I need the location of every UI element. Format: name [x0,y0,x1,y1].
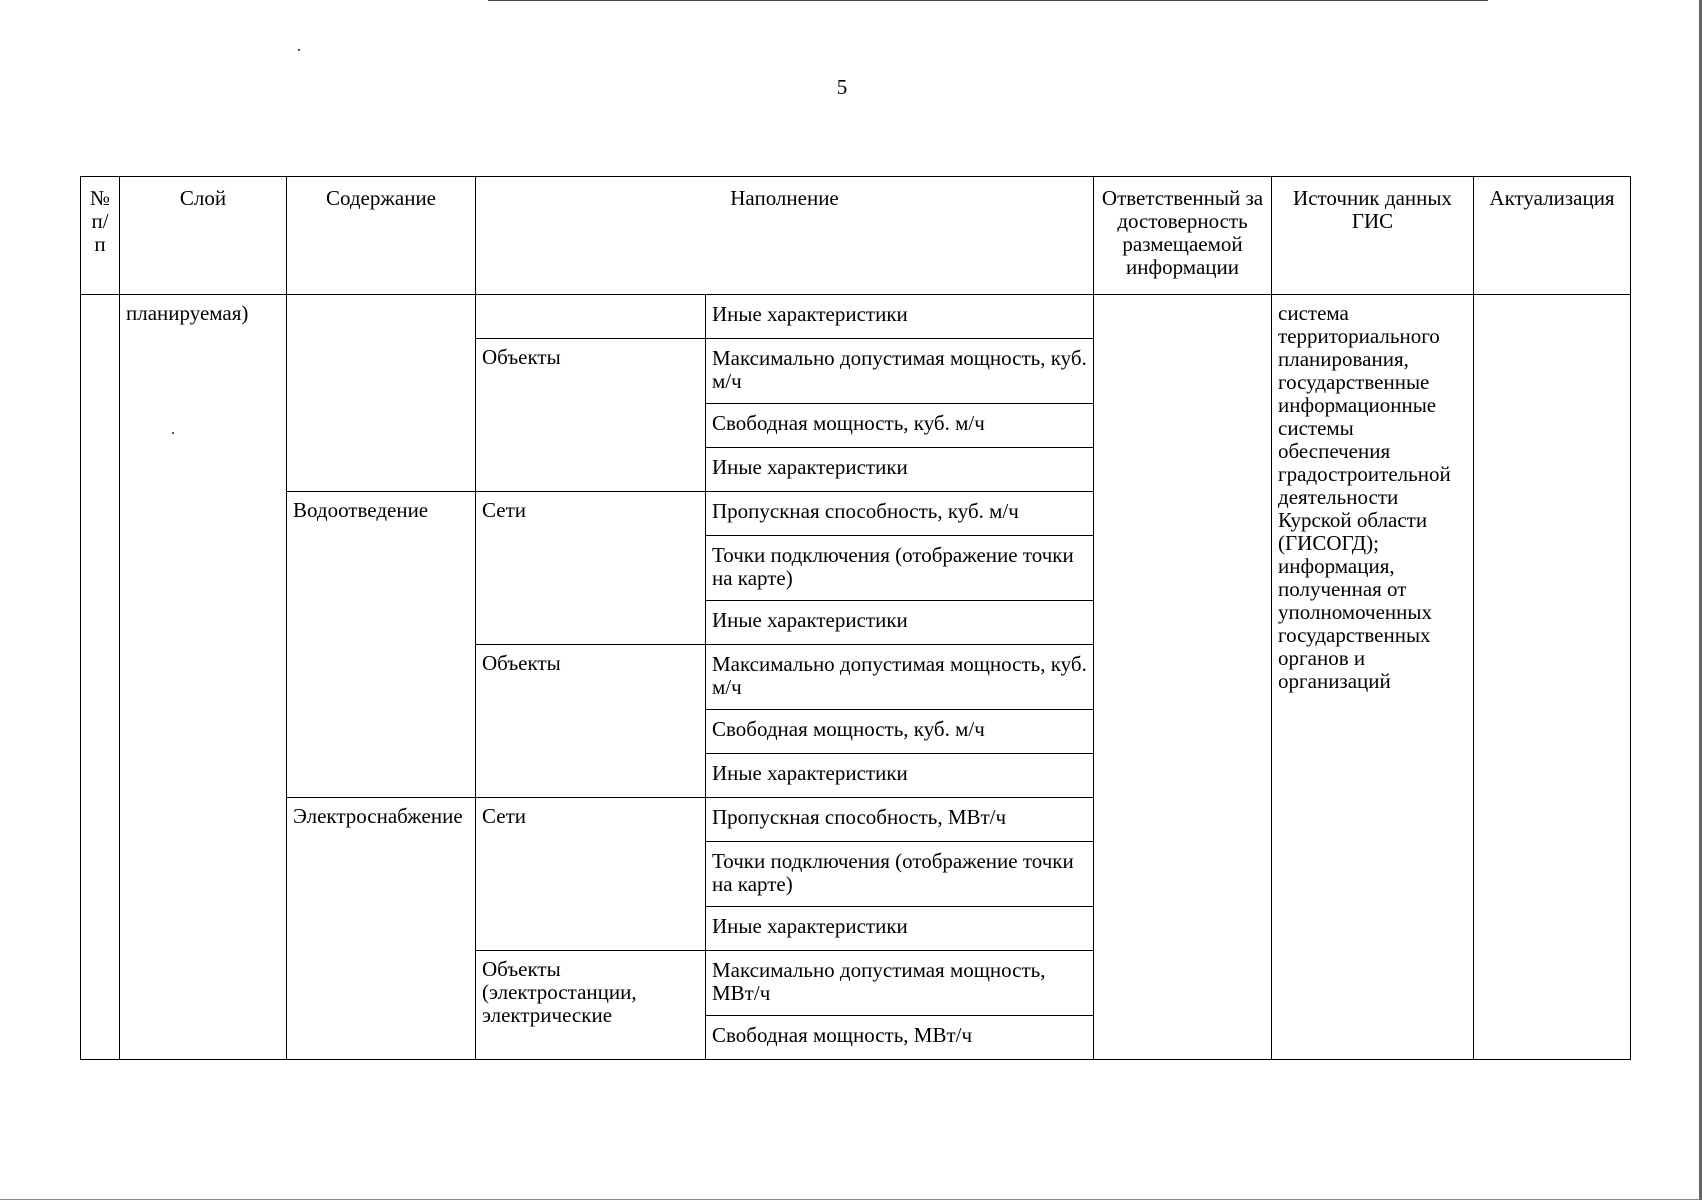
cell-fill-category: Сети [476,492,706,645]
cell-fill-value: Пропускная способность, МВт/ч [706,798,1094,842]
page-number: 5 [836,75,848,99]
header-fill: Наполнение [476,177,1094,295]
cell-content-power: Электроснабжение [287,798,476,1060]
cell-num [81,295,120,1060]
cell-fill-value: Свободная мощность, куб. м/ч [706,404,1094,448]
table-header-row [81,177,1631,295]
cell-fill-category: Объекты [476,339,706,492]
cell-content-empty [287,295,476,492]
scan-speck [298,49,300,51]
cell-fill-value: Иные характеристики [706,754,1094,798]
cell-fill-value: Максимально допустимая мощность, куб. м/ч [706,645,1094,710]
cell-source: система территориального планирования, государственные информационные системы обеспечения градостроительной деятельности Курской области (ГИСОГД); информация, полученная от уполномоченных государственных органов и организаций [1272,295,1474,1060]
cell-update [1474,295,1631,1060]
cell-fill-value: Пропускная способность, куб. м/ч [706,492,1094,536]
cell-fill-category: Объекты (электростанции, электрические [476,951,706,1060]
cell-fill-value: Максимально допустимая мощность, куб. м/ч [706,339,1094,404]
cell-fill-value: Иные характеристики [706,907,1094,951]
cell-fill-empty [476,295,706,339]
cell-layer: планируемая) [120,295,287,1060]
cell-fill-value: Свободная мощность, куб. м/ч [706,710,1094,754]
table-row [81,295,1631,339]
cell-fill-value: Точки подключения (отображение точки на карте) [706,842,1094,907]
cell-fill-value: Иные характеристики [706,448,1094,492]
data-layers-table [80,176,1631,1060]
cell-fill-value: Иные характеристики [706,601,1094,645]
top-border-line [488,0,1488,1]
header-responsible: Ответственный за достоверность размещаемой информации [1094,177,1272,295]
cell-responsible [1094,295,1272,1060]
cell-fill-value: Свободная мощность, МВт/ч [706,1016,1094,1060]
cell-content-sewerage: Водоотведение [287,492,476,798]
cell-fill-value: Иные характеристики [706,295,1094,339]
header-content: Содержание [287,177,476,295]
header-source: Источник данных ГИС [1272,177,1474,295]
cell-fill-value: Точки подключения (отображение точки на карте) [706,536,1094,601]
header-update: Актуализация [1474,177,1631,295]
header-layer: Слой [120,177,287,295]
cell-fill-category: Объекты [476,645,706,798]
cell-fill-category: Сети [476,798,706,951]
cell-fill-value: Максимально допустимая мощность, МВт/ч [706,951,1094,1016]
header-num: № п/ п [81,177,120,295]
